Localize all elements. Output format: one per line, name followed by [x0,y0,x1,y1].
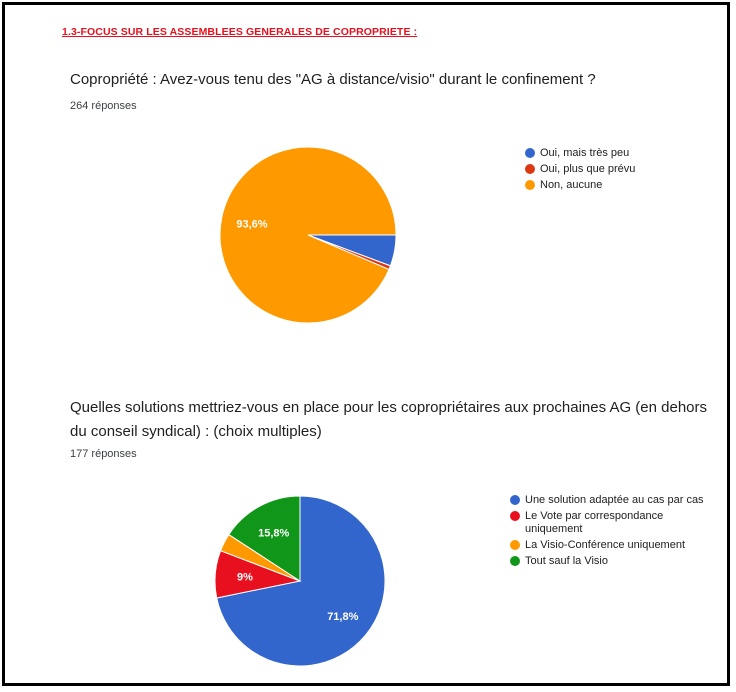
legend-swatch [510,540,520,550]
legend-swatch [525,180,535,190]
data-label-non-aucune: 93,6% [236,218,268,231]
legend-swatch [510,556,520,566]
chart1-pie [220,147,396,323]
chart2-legend [510,494,705,571]
legend-label: Tout sauf la Visio [525,555,608,567]
legend-swatch [525,164,535,174]
legend-item-une-solution-adaptee-au-cas-par-cas[interactable] [510,494,705,507]
legend-swatch [510,495,520,505]
legend-item-le-vote-par-correspondance-uniquement[interactable] [510,510,705,536]
chart1-legend [525,147,635,195]
legend-label: Non, aucune [540,179,603,191]
data-label-tout-sauf-la-visio: 15,8% [258,527,290,540]
legend-label: La Visio-Conférence uniquement [525,539,686,551]
legend-label: Oui, mais très peu [540,147,630,159]
chart1-response-count: 264 réponses [70,100,137,112]
chart2-pie [215,496,385,666]
data-label-une-solution-adaptee-au-cas-par-cas: 71,8% [327,610,359,623]
legend-item-non-aucune[interactable] [525,179,635,192]
legend-label: Une solution adaptée au cas par cas [525,494,704,506]
data-label-le-vote-par-correspondance-uniquement: 9% [236,571,253,584]
pie-slice-non-aucune[interactable] [220,147,396,323]
chart1-title: Copropriété : Avez-vous tenu des "AG à distance/visio" durant le confinement ? [70,71,596,88]
legend-label: Oui, plus que prévu [540,163,636,175]
legend-label: Le Vote par correspondance uniquement [525,510,664,535]
section-title: 1.3-FOCUS SUR LES ASSEMBLEES GENERALES DE COPROPRIETE : [62,26,418,38]
chart2-response-count: 177 réponses [70,448,137,460]
legend-item-oui-mais-tres-peu[interactable] [525,147,635,160]
chart2-title: Quelles solutions mettriez-vous en place pour les copropriétaires aux prochaines AG (en dehors du conseil syndical) : (choix multiples) [70,399,708,440]
legend-swatch [510,511,520,521]
legend-item-la-visio-conference-uniquement[interactable] [510,539,705,552]
legend-swatch [525,148,535,158]
legend-item-tout-sauf-la-visio[interactable] [510,555,705,568]
legend-item-oui-plus-que-prevu[interactable] [525,163,635,176]
